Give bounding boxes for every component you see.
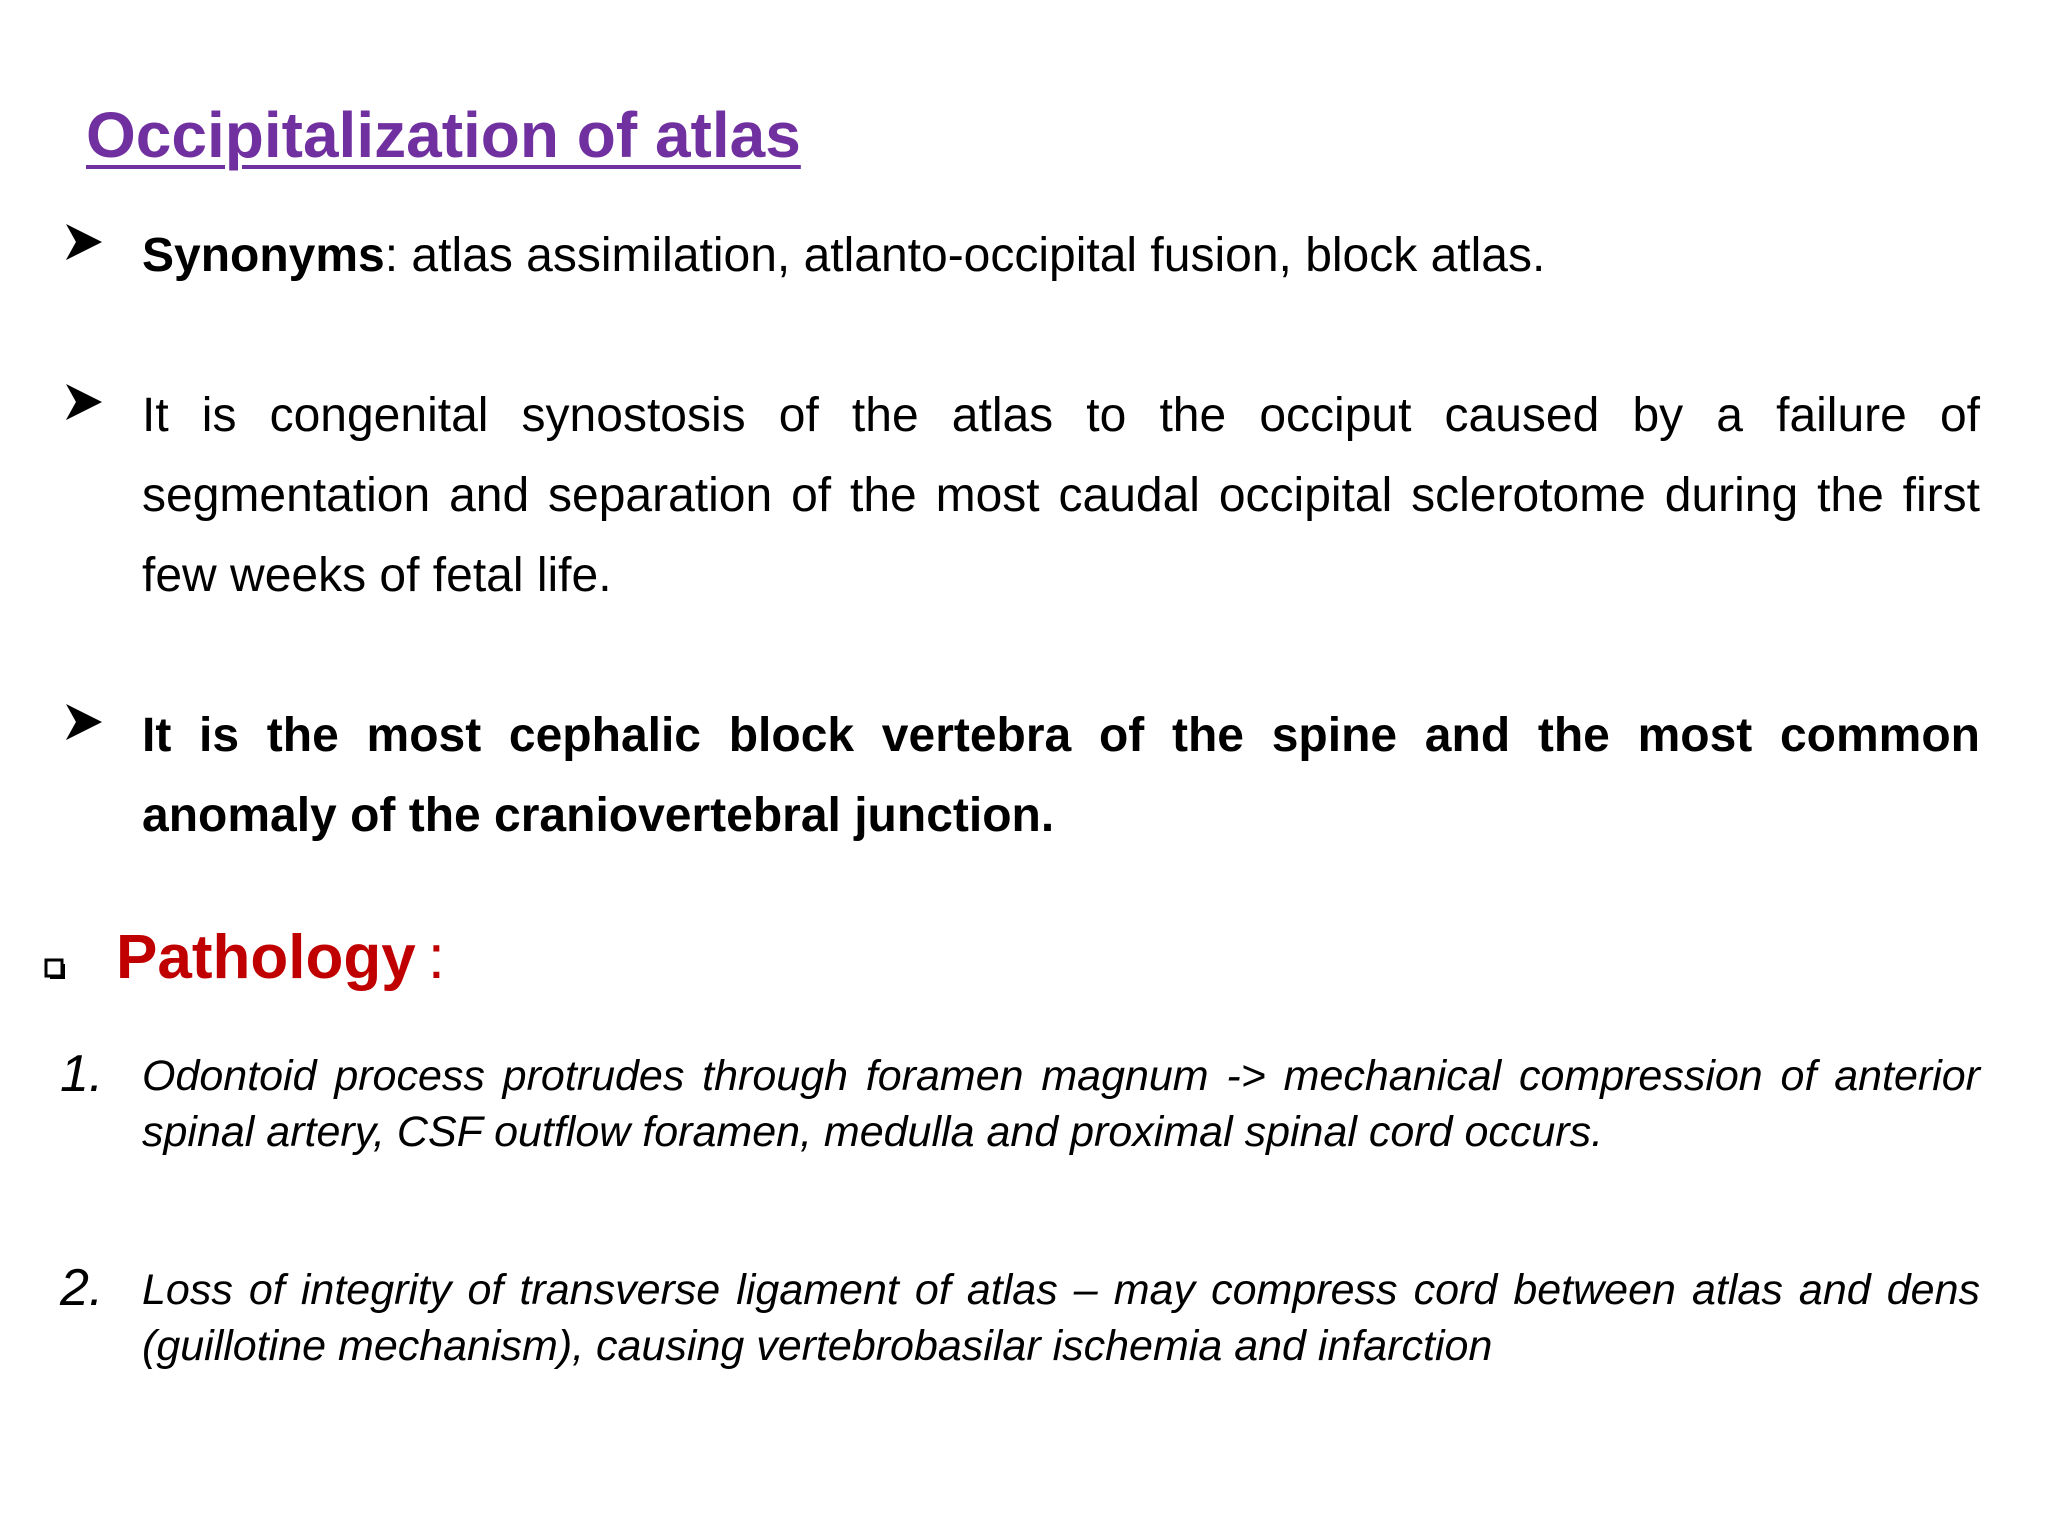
item-text: Odontoid process protrudes through foramen magnum -> mechanical compression of anterior spinal artery, CSF outflow foramen, medulla and proximal spinal cord occurs. [142,1052,1980,1156]
pathology-item-1 [60,1045,1980,1160]
hollow-square-bullet-icon [44,958,66,980]
pathology-heading [116,922,445,993]
bullet-definition [60,376,1980,616]
bullet-synonyms [60,216,1980,296]
arrowhead-bullet-icon [60,698,108,746]
synonyms-label: Synonyms [142,229,385,282]
item-text: Loss of integrity of transverse ligament of atlas – may compress cord between atlas and dens (guillotine mechanism), causing vertebrobasilar ischemia and infarction [142,1266,1980,1370]
arrowhead-bullet-icon [60,218,108,266]
synonyms-list: : atlas assimilation, atlanto-occipital fusion, block atlas. [384,229,1546,282]
item-number: 1. [60,1045,104,1103]
bullet-text [142,216,1980,296]
bullet-text: It is congenital synostosis of the atlas to the occiput caused by a failure of segmentation and separation of the most caudal occipital sclerotome during the first few weeks of fetal life. [142,389,1980,602]
pathology-colon: : [427,923,445,992]
bullet-cephalic-block [60,696,1980,856]
pathology-item-2 [60,1259,1980,1374]
bullet-text: It is the most cephalic block vertebra of the spine and the most common anomaly of the craniovertebral junction. [142,709,1980,842]
pathology-label: Pathology [116,923,416,992]
slide-title: Occipitalization of atlas [86,99,801,171]
arrowhead-bullet-icon [60,378,108,426]
item-number: 2. [60,1259,104,1317]
